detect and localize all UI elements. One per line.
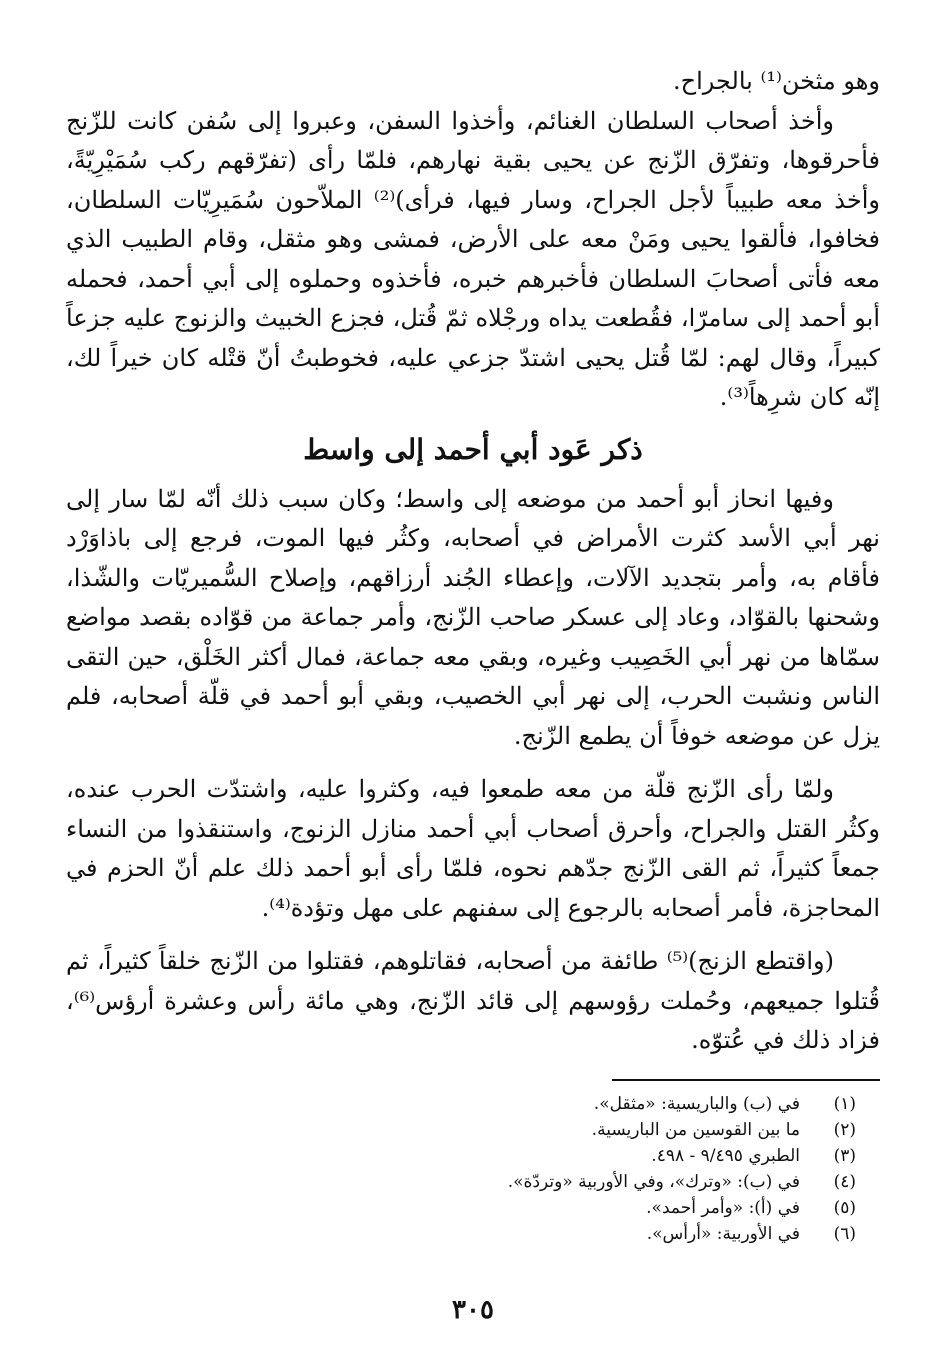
footnote-text: ما بين القوسين من الباريسية.: [591, 1119, 800, 1140]
footnotes: [66, 1091, 880, 1247]
footnote-number: (١): [833, 1093, 856, 1114]
page-body: [66, 62, 880, 1247]
footnote-text: في (ب): «وترك»، وفي الأوربية «وتردّة».: [507, 1171, 800, 1192]
footnote-number: (٦): [833, 1223, 856, 1244]
footnote-2: [66, 1117, 856, 1143]
footnote-text: في (أ): «وأمر أحمد».: [646, 1197, 800, 1218]
footnote-number: (٢): [833, 1119, 856, 1140]
page-number: ٣٠٥: [452, 1295, 494, 1325]
footnote-1: [66, 1091, 856, 1117]
body-paragraph-2: وأخذ أصحاب السلطان الغنائم، وأخذوا السفن، وعبروا إلى سُفن كانت للزّنج فأحرقوها، وتفرّق الزّنج عن يحيى بقية نهارهم، فلمّا رأى (تفرّقهم ركب سُمَيْرِيّةً، وأخذ معه طبيباً لأجل الجراح، وسار فيها، فرأى)⁽²⁾ الملاّحون سُمَيرِيّات السلطان، فخافوا، فألقوا يحيى ومَنْ معه على الأرض، فمشى وهو مثقل، وقام الطبيب الذي معه فأتى أصحابَ السلطان فأخبرهم خبره، فأخذوه وحملوه إلى أبي أحمد، فحمله أبو أحمد إلى سامرّا، فقُطعت يداه ورجْلاه ثمّ قُتل، فجزع الخبيث والزنوج عليه جزعاً كبيراً، وقال لهم: لمّا قُتل يحيى اشتدّ جزعي عليه، فخوطبتُ أنّ قتْله كان خيراً لك، إنّه كان شرِهاً⁽³⁾.: [66, 106, 881, 411]
section-paragraph-3: (واقتطع الزنج)⁽⁵⁾ طائفة من أصحابه، فقاتلوهم، فقتلوا من الزّنج خلقاً كثيراً، ثم قُتلوا جميعهم، وحُملت رؤوسهم إلى قائد الزّنج، وهي مائة رأس وعشرة أرؤس⁽⁶⁾، فزاد ذلك في عُتوّه.: [66, 947, 880, 1054]
section-paragraph-2: ولمّا رأى الزّنج قلّة من معه طمعوا فيه، وكثروا عليه، واشتدّت الحرب عنده، وكثُر القتل والجراح، وأحرق أصحاب أبي أحمد منازل الزنوج، واستنقذوا من النساء جمعاً كثيراً، ثم القى الزّنج جدّهم نحوه، فلمّا رأى أبو أحمد ذلك علم أنّ الحزم في المحاجزة، فأمر أصحابه بالرجوع إلى سفنهم على مهل وتؤدة⁽⁴⁾.: [66, 775, 881, 922]
section-paragraph-1: وفيها انحاز أبو أحمد من موضعه إلى واسط؛ وكان سبب ذلك أنّه لمّا سار إلى نهر أبي الأسد كثرت الأمراض في أصحابه، وكثُر فيها الموت، فرجع إلى باذاوَرْد فأقام به، وأمر بتجديد الآلات، وإعطاء الجُند أرزاقهم، وإصلاح السُّميريّات والشّذا، وشحنها بالقوّاد، وعاد إلى عسكر صاحب الزّنج، وأمر جماعة من قوّاده بقصد مواضع سمّاها من نهر أبي الخَصِيب وغيره، وبقي معه جماعة، فمال أكثر الخَلْق، حين التقى الناس ونشبت الحرب، إلى نهر أبي الخصيب، وبقي أبو أحمد في قلّة أصحابه، فلم يزل عن موضعه خوفاً أن يطمع الزّنج.: [66, 484, 880, 750]
footnote-number: (٥): [833, 1197, 856, 1218]
footnote-number: (٣): [833, 1145, 856, 1166]
footnote-5: [66, 1195, 856, 1221]
footnote-4: [66, 1169, 856, 1195]
footnote-text: في الأوربية: «أرأس».: [646, 1223, 800, 1244]
footnote-6: [66, 1221, 856, 1247]
footnote-divider: [612, 1079, 880, 1081]
footnote-3: [66, 1143, 856, 1169]
body-paragraph-1: وهو مثخن⁽¹⁾ بالجراح.: [672, 67, 880, 95]
footnote-text: الطبري ٩/٤٩٥ - ٤٩٨.: [651, 1145, 800, 1166]
footnote-number: (٤): [833, 1171, 856, 1192]
footnote-text: في (ب) والباريسية: «مثقل».: [593, 1093, 800, 1114]
section-heading: ذكر عَود أبي أحمد إلى واسط: [303, 432, 643, 466]
